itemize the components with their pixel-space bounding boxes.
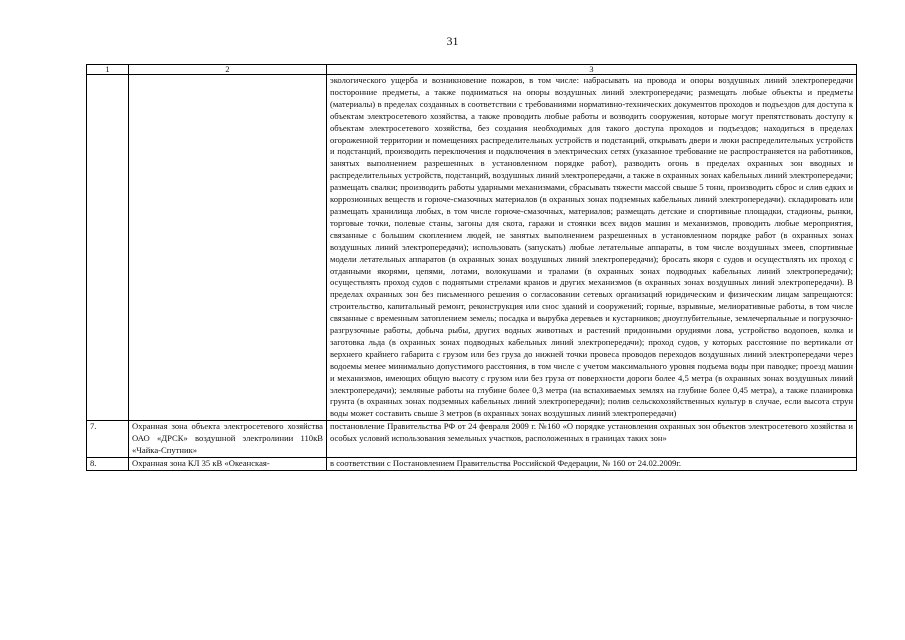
zone-name: Охранная зона объекта электросетевого хозяйства ОАО «ДРСК» воздушной электролинии 110кВ «Чайка-Спутник»: [129, 421, 327, 458]
column-header-1: 1: [87, 65, 129, 75]
cell-empty-name: [129, 75, 327, 421]
table-header-row: [87, 65, 857, 75]
zones-table: [86, 64, 857, 471]
table-row: [87, 458, 857, 471]
table-row: [87, 421, 857, 458]
zone-basis: постановление Правительства РФ от 24 февраля 2009 г. №160 «О порядке установления охранных зон объектов электросетевого хозяйства и особых условий использования земельных участков, расположенных в границах таких зон»: [327, 421, 857, 458]
cell-empty-num: [87, 75, 129, 421]
zone-name: Охранная зона КЛ 35 кВ «Океанская-: [129, 458, 327, 471]
page-number: 31: [446, 34, 459, 48]
row-number: 7.: [87, 421, 129, 458]
column-header-2: 2: [129, 65, 327, 75]
row-number: 8.: [87, 458, 129, 471]
table-row-continuation: [87, 75, 857, 421]
zone-basis: в соответствии с Постановлением Правительства Российской Федерации, № 160 от 24.02.2009г.: [327, 458, 857, 471]
restrictions-text: экологического ущерба и возникновение пожаров, в том числе: набрасывать на провода и опоры воздушных линий электропередачи посторонние предметы, а также подниматься на опоры воздушных линий электропередачи; размещать любые объекты и предметы (материалы) в пределах созданных в соответствии с требованиями нормативно-технических документов проходов и подъездов для доступа к объектам электросетевого хозяйства, а также проводить любые работы и возводить сооружения, которые могут препятствовать доступу к объектам электросетевого хозяйства, без создания необходимых для такого доступа проходов и подъездов; находиться в пределах огороженной территории и помещениях распределительных устройств и подстанций, открывать двери и люки распределительных устройств и подстанций, производить переключения и подключения в электрических сетях (указанное требование не распространяется на работников, занятых выполнением разрешенных в установленном порядке работ), разводить огонь в пределах охранных зон вводных и распределительных устройств, подстанций, воздушных линий электропередачи, а также в охранных зонах кабельных линий электропередачи; размещать свалки; производить работы ударными механизмами, сбрасывать тяжести массой свыше 5 тонн, производить сброс и слив едких и коррозионных веществ и горюче-смазочных материалов (в охранных зонах подземных кабельных линий электропередачи). складировать или размещать хранилища любых, в том числе горюче-смазочных, материалов; размещать детские и спортивные площадки, стадионы, рынки, торговые точки, полевые станы, загоны для скота, гаражи и стоянки всех видов машин и механизмов, проводить любые мероприятия, связанные с большим скоплением людей, не занятых выполнением разрешенных в установленном порядке работ (в охранных зонах воздушных линий электропередачи); использовать (запускать) любые летательные аппараты, в том числе воздушных змеев, спортивные модели летательных аппаратов (в охранных зонах воздушных линий электропередачи); бросать якоря с судов и осуществлять их проход с отданными якорями, цепями, лотами, волокушами и тралами (в охранных зонах подводных кабельных линий электропередачи); осуществлять проход судов с поднятыми стрелами кранов и других механизмов (в охранных зонах воздушных линий электропередачи). В пределах охранных зон без письменного решения о согласовании сетевых организаций юридическим и физическим лицам запрещаются: строительство, капитальный ремонт, реконструкция или снос зданий и сооружений; горные, взрывные, мелиоративные работы, в том числе связанные с временным затоплением земель; посадка и вырубка деревьев и кустарников; дноуглубительные, землечерпальные и погрузочно-разгрузочные работы, добыча рыбы, других водных животных и растений придонными орудиями лова, устройство водопоев, колка и заготовка льда (в охранных зонах подводных кабельных линий электропередачи); проход судов, у которых расстояние по вертикали от верхнего крайнего габарита с грузом или без груза до нижней точки провеса проводов переходов воздушных линий электропередачи через водоемы менее минимально допустимого расстояния, в том числе с учетом максимального уровня подъема воды при паводке; проезд машин и механизмов, имеющих общую высоту с грузом или без груза от поверхности дороги более 4,5 метра (в охранных зонах воздушных линий электропередачи); земляные работы на глубине более 0,3 метра (на вспахиваемых землях на глубине более 0,45 метра), а также планировка грунта (в охранных зонах подземных кабельных линий электропередачи); полив сельскохозяйственных культур в случае, если высота струн воды может составить свыше 3 метров (в охранных зонах воздушных линий электропередачи): [327, 75, 857, 421]
column-header-3: 3: [327, 65, 857, 75]
